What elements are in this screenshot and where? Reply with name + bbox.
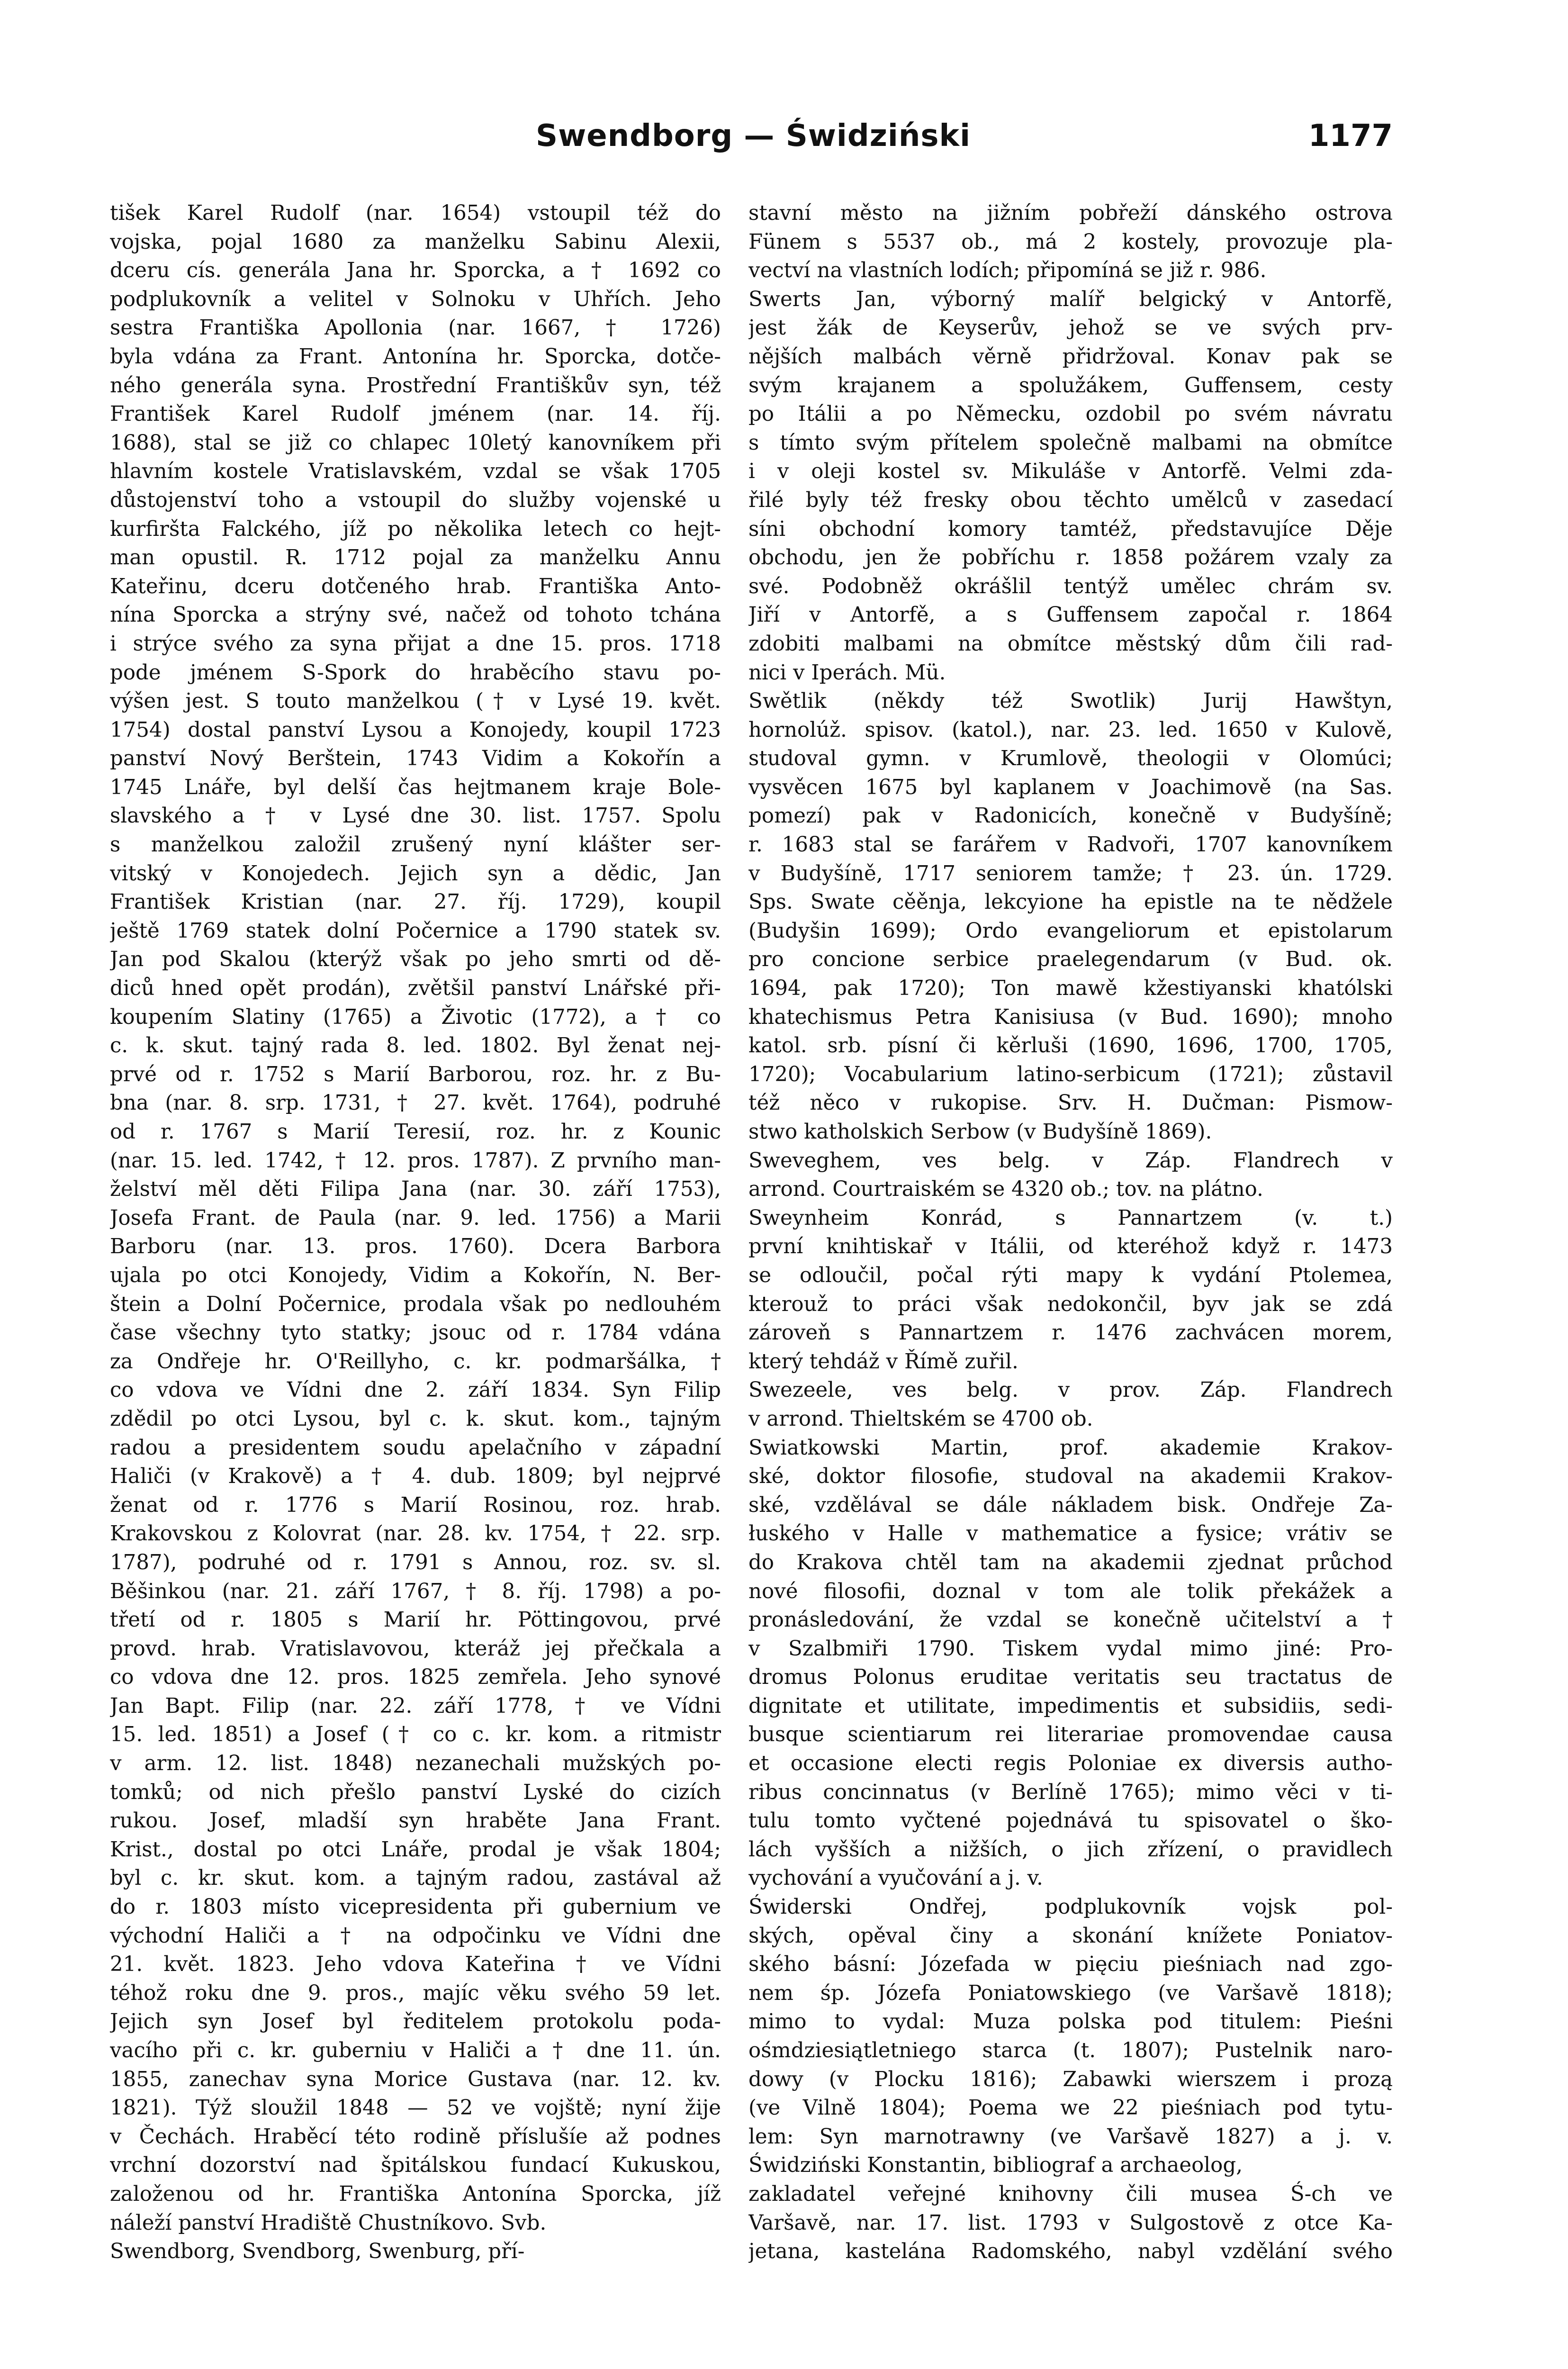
text-line: Barboru (nar. 13. pros. 1760). Dcera Barbora bbox=[110, 1235, 721, 1259]
text-line: Sps. Swate cěěnja, lekcyione ha epistle na te nědžele bbox=[748, 890, 1393, 914]
text-line: (Budyšin 1699); Ordo evangeliorum et epistolarum bbox=[748, 919, 1393, 943]
text-line: i strýce svého za syna přijat a dne 15. pros. 1718 bbox=[110, 632, 721, 656]
text-line: tomků; od nich přešlo panství Lyské do cizích bbox=[110, 1780, 721, 1804]
text-line: který tehdáž v Římě zuřil. bbox=[748, 1349, 1018, 1374]
text-line: pronásledování, že vzdal se konečně učitelství a † bbox=[748, 1608, 1393, 1632]
text-line: nějších malbách věrně přidržoval. Konav pak se bbox=[748, 344, 1393, 369]
text-line: vysvěcen 1675 byl kaplanem v Joachimově (na Sas. bbox=[748, 775, 1393, 799]
text-line: radou a presidentem soudu apelačního v západní bbox=[110, 1436, 721, 1460]
text-line: kterouž to práci však nedokončil, byv jak se zdá bbox=[748, 1292, 1393, 1316]
text-line: se odloučil, počal rýti mapy k vydání Ptolemea, bbox=[748, 1263, 1393, 1287]
text-line: (ve Vilně 1804); Poema we 22 pieśniach pod tytu- bbox=[748, 2096, 1393, 2120]
text-line: výšen jest. S touto manželkou († v Lysé 19. květ. bbox=[110, 689, 721, 714]
text-line: ských, opěval činy a skonání knížete Poniatov- bbox=[748, 1924, 1393, 1948]
text-line: slavského a † v Lysé dne 30. list. 1757. Spolu bbox=[110, 804, 721, 828]
text-line: ženat od r. 1776 s Marií Rosinou, roz. hrab. bbox=[110, 1493, 721, 1517]
text-line: 1745 Lnáře, byl delší čas hejtmanem kraje Bole- bbox=[110, 775, 721, 799]
text-line: Krist., dostal po otci Lnáře, prodal je však 1804; bbox=[110, 1837, 721, 1862]
text-line: panství Nový Berštein, 1743 Vidim a Kokořín a bbox=[110, 747, 721, 771]
text-line: dromus Polonus eruditae veritatis seu tractatus de bbox=[748, 1665, 1393, 1690]
text-line: 21. květ. 1823. Jeho vdova Kateřina † ve Vídni bbox=[110, 1953, 721, 1977]
text-line: František Karel Rudolf jménem (nar. 14. říj. bbox=[110, 402, 721, 426]
text-line: zdobiti malbami na obmítce městský dům čili rad- bbox=[748, 632, 1393, 656]
text-line: Haliči (v Krakově) a † 4. dub. 1809; byl nejprvé bbox=[110, 1465, 721, 1489]
text-line: Swendborg, Svendborg, Swenburg, pří- bbox=[110, 2240, 525, 2264]
text-line: tišek Karel Rudolf (nar. 1654) vstoupil též do bbox=[110, 201, 721, 225]
text-line: v arrond. Thieltském se 4700 ob. bbox=[748, 1407, 1093, 1431]
text-line: koupením Slatiny (1765) a Životic (1772), a † co bbox=[110, 1005, 721, 1029]
text-line: ského básní: Józefada w pięciu pieśniach nad zgo- bbox=[748, 1953, 1393, 1977]
text-line: łuského v Halle v mathematice a fysice; vrátiv se bbox=[748, 1522, 1393, 1546]
text-line: vitský v Konojedech. Jejich syn a dědic, Jan bbox=[110, 861, 721, 886]
text-line: zároveň s Pannartzem r. 1476 zachvácen morem, bbox=[748, 1321, 1393, 1345]
text-line: Krakovskou z Kolovrat (nar. 28. kv. 1754, † 22. srp. bbox=[110, 1522, 721, 1546]
text-line: co vdova dne 12. pros. 1825 zemřela. Jeho synové bbox=[110, 1665, 721, 1690]
text-line: podplukovník a velitel v Solnoku v Uhřích. Jeho bbox=[110, 287, 721, 311]
page-number: 1177 bbox=[1308, 118, 1393, 154]
text-line: svým krajanem a spolužákem, Guffensem, cesty bbox=[748, 373, 1393, 398]
text-line: zakladatel veřejné knihovny čili musea Ś-ch ve bbox=[748, 2182, 1393, 2206]
text-line: stavní město na jižním pobřeží dánského ostrova bbox=[748, 201, 1393, 225]
text-line: v arm. 12. list. 1848) nezanechali mužských po- bbox=[110, 1752, 721, 1776]
text-line: hornolúž. spisov. (katol.), nar. 23. led. 1650 v Kulově, bbox=[748, 718, 1393, 742]
text-line: Jan pod Skalou (kterýž však po jeho smrti od dě- bbox=[110, 948, 721, 972]
text-line: čase všechny tyto statky; jsouc od r. 1784 vdána bbox=[110, 1321, 721, 1345]
text-line: vychování a vyučování a j. v. bbox=[748, 1866, 1043, 1890]
text-line: Josefa Frant. de Paula (nar. 9. led. 1756) a Marii bbox=[110, 1206, 721, 1230]
text-line: 1694, pak 1720); Ton mawě kžestiyanski khatólski bbox=[748, 977, 1393, 1001]
text-line: téhož roku dne 9. pros., majíc věku svého 59 let. bbox=[110, 1981, 721, 2005]
text-line: náleží panství Hradiště Chustníkovo. Svb. bbox=[110, 2211, 547, 2235]
text-line: nové filosofii, doznal v tom ale tolik překážek a bbox=[748, 1579, 1393, 1603]
text-line: vacího při c. kr. guberniu v Haliči a † dne 11. ún. bbox=[110, 2039, 721, 2062]
text-line: pro concione serbice praelegendarum (v Bud. ok. bbox=[748, 948, 1393, 972]
text-line: Fünem s 5537 ob., má 2 kostely, provozuje pla- bbox=[748, 230, 1393, 254]
text-line: Jiří v Antorfě, a s Guffensem započal r. 1864 bbox=[748, 603, 1393, 627]
text-line: nem śp. Józefa Poniatowskiego (ve Varšavě 1818); bbox=[748, 1981, 1393, 2005]
text-line: Swezeele, ves belg. v prov. Záp. Flandrech bbox=[748, 1378, 1393, 1402]
text-line: busque scientiarum rei literariae promovendae causa bbox=[748, 1723, 1393, 1747]
text-line: 15. led. 1851) a Josef († co c. kr. kom. a ritmistr bbox=[110, 1723, 721, 1747]
text-line: dignitate et utilitate, impedimentis et subsidiis, sedi- bbox=[748, 1694, 1393, 1718]
text-line: František Kristian (nar. 27. říj. 1729), koupil bbox=[110, 890, 721, 914]
text-line: třetí od r. 1805 s Marií hr. Pöttingovou, prvé bbox=[110, 1608, 721, 1632]
text-line: řilé byly též fresky obou těchto umělců v zasedací bbox=[748, 488, 1393, 512]
text-line: Swětlik (někdy též Swotlik) Jurij Hawštyn, bbox=[748, 689, 1393, 714]
text-line: od r. 1767 s Marií Teresií, roz. hr. z Kounic bbox=[110, 1120, 721, 1144]
text-line: po Itálii a po Německu, ozdobil po svém návratu bbox=[748, 402, 1393, 426]
text-line: ské, doktor filosofie, studoval na akademii Krakov- bbox=[748, 1465, 1393, 1489]
text-line: ské, vzdělával se dále nákladem bisk. Ondřeje Za- bbox=[748, 1493, 1393, 1517]
text-line: s tímto svým přítelem společně malbami na obmítce bbox=[748, 431, 1393, 455]
text-line: ribus concinnatus (v Berlíně 1765); mimo věci v ti- bbox=[748, 1780, 1393, 1804]
text-line: za Ondřeje hr. O'Reillyho, c. kr. podmaršálka, † bbox=[110, 1349, 721, 1374]
text-line: i v oleji kostel sv. Mikuláše v Antorfě. Velmi zda- bbox=[748, 460, 1393, 484]
text-line: v Budyšíně, 1717 seniorem tamže; † 23. ún. 1729. bbox=[748, 861, 1393, 886]
text-line: pomezí) pak v Radonicích, konečně v Budyšíně; bbox=[748, 804, 1393, 828]
text-line: bna (nar. 8. srp. 1731, † 27. květ. 1764), podruhé bbox=[110, 1091, 721, 1115]
text-line: Jan Bapt. Filip (nar. 22. září 1778, † ve Vídni bbox=[110, 1694, 721, 1718]
text-line: Swerts Jan, výborný malíř belgický v Antorfě, bbox=[748, 287, 1393, 311]
text-line: byla vdána za Frant. Antonína hr. Sporcka, dotče- bbox=[110, 344, 721, 369]
page-header bbox=[114, 118, 1393, 171]
text-line: vrchní dozorství nad špitálskou fundací Kukuskou, bbox=[110, 2153, 721, 2178]
text-line: v Szalbmiři 1790. Tiskem vydal mimo jiné: Pro- bbox=[748, 1637, 1393, 1661]
text-line: 1787), podruhé od r. 1791 s Annou, roz. sv. sl. bbox=[110, 1550, 721, 1574]
text-line: též něco v rukopise. Srv. H. Dučman: Pismow- bbox=[748, 1091, 1393, 1115]
text-line: síni obchodní komory tamtéž, představujíce Děje bbox=[748, 517, 1393, 541]
text-line: želství měl děti Filipa Jana (nar. 30. září 1753), bbox=[110, 1177, 721, 1202]
text-line: Běšinkou (nar. 21. září 1767, † 8. říj. 1798) a po- bbox=[110, 1579, 721, 1603]
text-line: arrond. Courtraiském se 4320 ob.; tov. na plátno. bbox=[748, 1177, 1263, 1202]
text-line: c. k. skut. tajný rada 8. led. 1802. Byl ženat nej- bbox=[110, 1034, 721, 1058]
text-line: východní Haliči a † na odpočinku ve Vídni dne bbox=[110, 1924, 721, 1948]
text-line: rukou. Josef, mladší syn hraběte Jana Frant. bbox=[110, 1809, 721, 1833]
text-line: studoval gymn. v Krumlově, theologii v Olomúci; bbox=[748, 747, 1393, 771]
text-line: Jejich syn Josef byl ředitelem protokolu poda- bbox=[110, 2010, 721, 2034]
text-line: nici v Iperách. Mü. bbox=[748, 660, 946, 685]
text-line: co vdova ve Vídni dne 2. září 1834. Syn Filip bbox=[110, 1378, 721, 1402]
text-line: hlavním kostele Vratislavském, vzdal se však 1705 bbox=[110, 460, 721, 484]
text-line: Varšavě, nar. 17. list. 1793 v Sulgostově z otce Ka- bbox=[748, 2211, 1393, 2235]
text-line: tulu tomto vyčtené pojednává tu spisovatel o ško- bbox=[748, 1809, 1393, 1833]
text-line: Świderski Ondřej, podplukovník vojsk pol- bbox=[748, 1895, 1393, 1919]
text-line: khatechismus Petra Kanisiusa (v Bud. 1690); mnoho bbox=[748, 1005, 1393, 1029]
text-line: et occasione electi regis Poloniae ex diversis autho- bbox=[748, 1752, 1393, 1776]
text-line: r. 1683 stal se farářem v Radvoři, 1707 kanovníkem bbox=[748, 833, 1393, 857]
text-line: dceru cís. generála Jana hr. Sporcka, a † 1692 co bbox=[110, 259, 721, 283]
text-line: man opustil. R. 1712 pojal za manželku Annu bbox=[110, 546, 721, 570]
text-line: zdědil po otci Lysou, byl c. k. skut. kom., tajným bbox=[110, 1407, 721, 1431]
text-line: Sweveghem, ves belg. v Záp. Flandrech v bbox=[748, 1148, 1393, 1173]
text-line: s manželkou založil zrušený nyní klášter ser- bbox=[110, 833, 721, 857]
text-line: prvé od r. 1752 s Marií Barborou, roz. hr. z Bu- bbox=[110, 1062, 721, 1086]
text-line: 1720); Vocabularium latino-serbicum (1721); zůstavil bbox=[748, 1062, 1393, 1086]
left-column bbox=[110, 199, 721, 2266]
text-line: ještě 1769 statek dolní Počernice a 1790 statek sv. bbox=[110, 919, 721, 943]
text-line: první knihtiskař v Itálii, od kteréhož když r. 1473 bbox=[748, 1235, 1393, 1259]
text-line: založenou od hr. Františka Antonína Sporcka, jíž bbox=[110, 2182, 721, 2206]
text-line: nína Sporcka a strýny své, načež od tohoto tchána bbox=[110, 603, 721, 627]
text-line: byl c. kr. skut. kom. a tajným radou, zastával až bbox=[110, 1866, 721, 1890]
text-line: pode jménem S-Spork do hraběcího stavu po- bbox=[110, 660, 721, 685]
text-line: ného generála syna. Prostřední Františkův syn, též bbox=[110, 373, 721, 398]
text-line: Świdziński Konstantin, bibliograf a archaeolog, bbox=[748, 2153, 1243, 2178]
right-column bbox=[748, 199, 1393, 2266]
text-line: ujala po otci Konojedy, Vidim a Kokořín, N. Ber- bbox=[110, 1263, 721, 1287]
text-line: diců hned opět prodán), zvětšil panství Lnářské při- bbox=[110, 977, 721, 1001]
text-line: (nar. 15. led. 1742, † 12. pros. 1787). Z prvního man- bbox=[110, 1148, 721, 1173]
text-line: 1821). Týž sloužil 1848 — 52 ve vojště; nyní žije bbox=[110, 2096, 721, 2120]
text-line: své. Podobněž okrášlil tentýž umělec chrám sv. bbox=[748, 574, 1393, 598]
text-line: do r. 1803 místo vicepresidenta při gubernium ve bbox=[110, 1895, 721, 1919]
text-line: provd. hrab. Vratislavovou, kteráž jej přečkala a bbox=[110, 1637, 721, 1661]
text-line: dowy (v Plocku 1816); Zabawki wierszem i prozą bbox=[748, 2067, 1393, 2091]
text-line: 1688), stal se již co chlapec 10letý kanovníkem při bbox=[110, 431, 721, 455]
text-line: lách vyšších a nižších, o jich zřízení, o pravidlech bbox=[748, 1837, 1393, 1862]
text-line: vojska, pojal 1680 za manželku Sabinu Alexii, bbox=[110, 230, 721, 254]
text-line: sestra Františka Apollonia (nar. 1667, † 1726) bbox=[110, 316, 721, 340]
text-line: ośmdziesiątletniego starca (t. 1807); Pustelnik naro- bbox=[748, 2039, 1393, 2062]
text-line: Kateřinu, dceru dotčeného hrab. Františka Anto- bbox=[110, 574, 721, 598]
running-title: Swendborg — Świdziński bbox=[535, 118, 971, 154]
text-line: katol. srb. písní či kěrluši (1690, 1696, 1700, 1705, bbox=[748, 1034, 1393, 1058]
text-line: Swiatkowski Martin, prof. akademie Krakov- bbox=[748, 1436, 1393, 1460]
text-line: Sweynheim Konrád, s Pannartzem (v. t.) bbox=[748, 1206, 1393, 1230]
text-line: jest žák de Keyserův, jehož se ve svých prv- bbox=[748, 316, 1393, 340]
text-line: 1754) dostal panství Lysou a Konojedy, koupil 1723 bbox=[110, 718, 721, 742]
text-line: důstojenství toho a vstoupil do služby vojenské u bbox=[110, 488, 721, 512]
text-line: lem: Syn marnotrawny (ve Varšavě 1827) a j. v. bbox=[748, 2125, 1393, 2149]
text-line: štein a Dolní Počernice, prodala však po nedlouhém bbox=[110, 1292, 721, 1316]
text-line: jetana, kastelána Radomského, nabyl vzdělání svého bbox=[748, 2240, 1393, 2264]
text-line: kurfiršta Falckého, jíž po několika letech co hejt- bbox=[110, 517, 721, 541]
text-line: 1855, zanechav syna Morice Gustava (nar. 12. kv. bbox=[110, 2067, 721, 2091]
text-line: v Čechách. Hraběcí této rodině příslušíe až podnes bbox=[110, 2125, 721, 2149]
text-line: stwo katholskich Serbow (v Budyšíně 1869). bbox=[748, 1120, 1212, 1144]
text-line: mimo to vydal: Muza polska pod titulem: Pieśni bbox=[748, 2010, 1393, 2034]
text-line: do Krakova chtěl tam na akademii zjednat průchod bbox=[748, 1550, 1393, 1574]
text-line: vectví na vlastních lodích; připomíná se již r. 986. bbox=[748, 259, 1267, 283]
text-line: obchodu, jen že pobříchu r. 1858 požárem vzaly za bbox=[748, 546, 1393, 570]
